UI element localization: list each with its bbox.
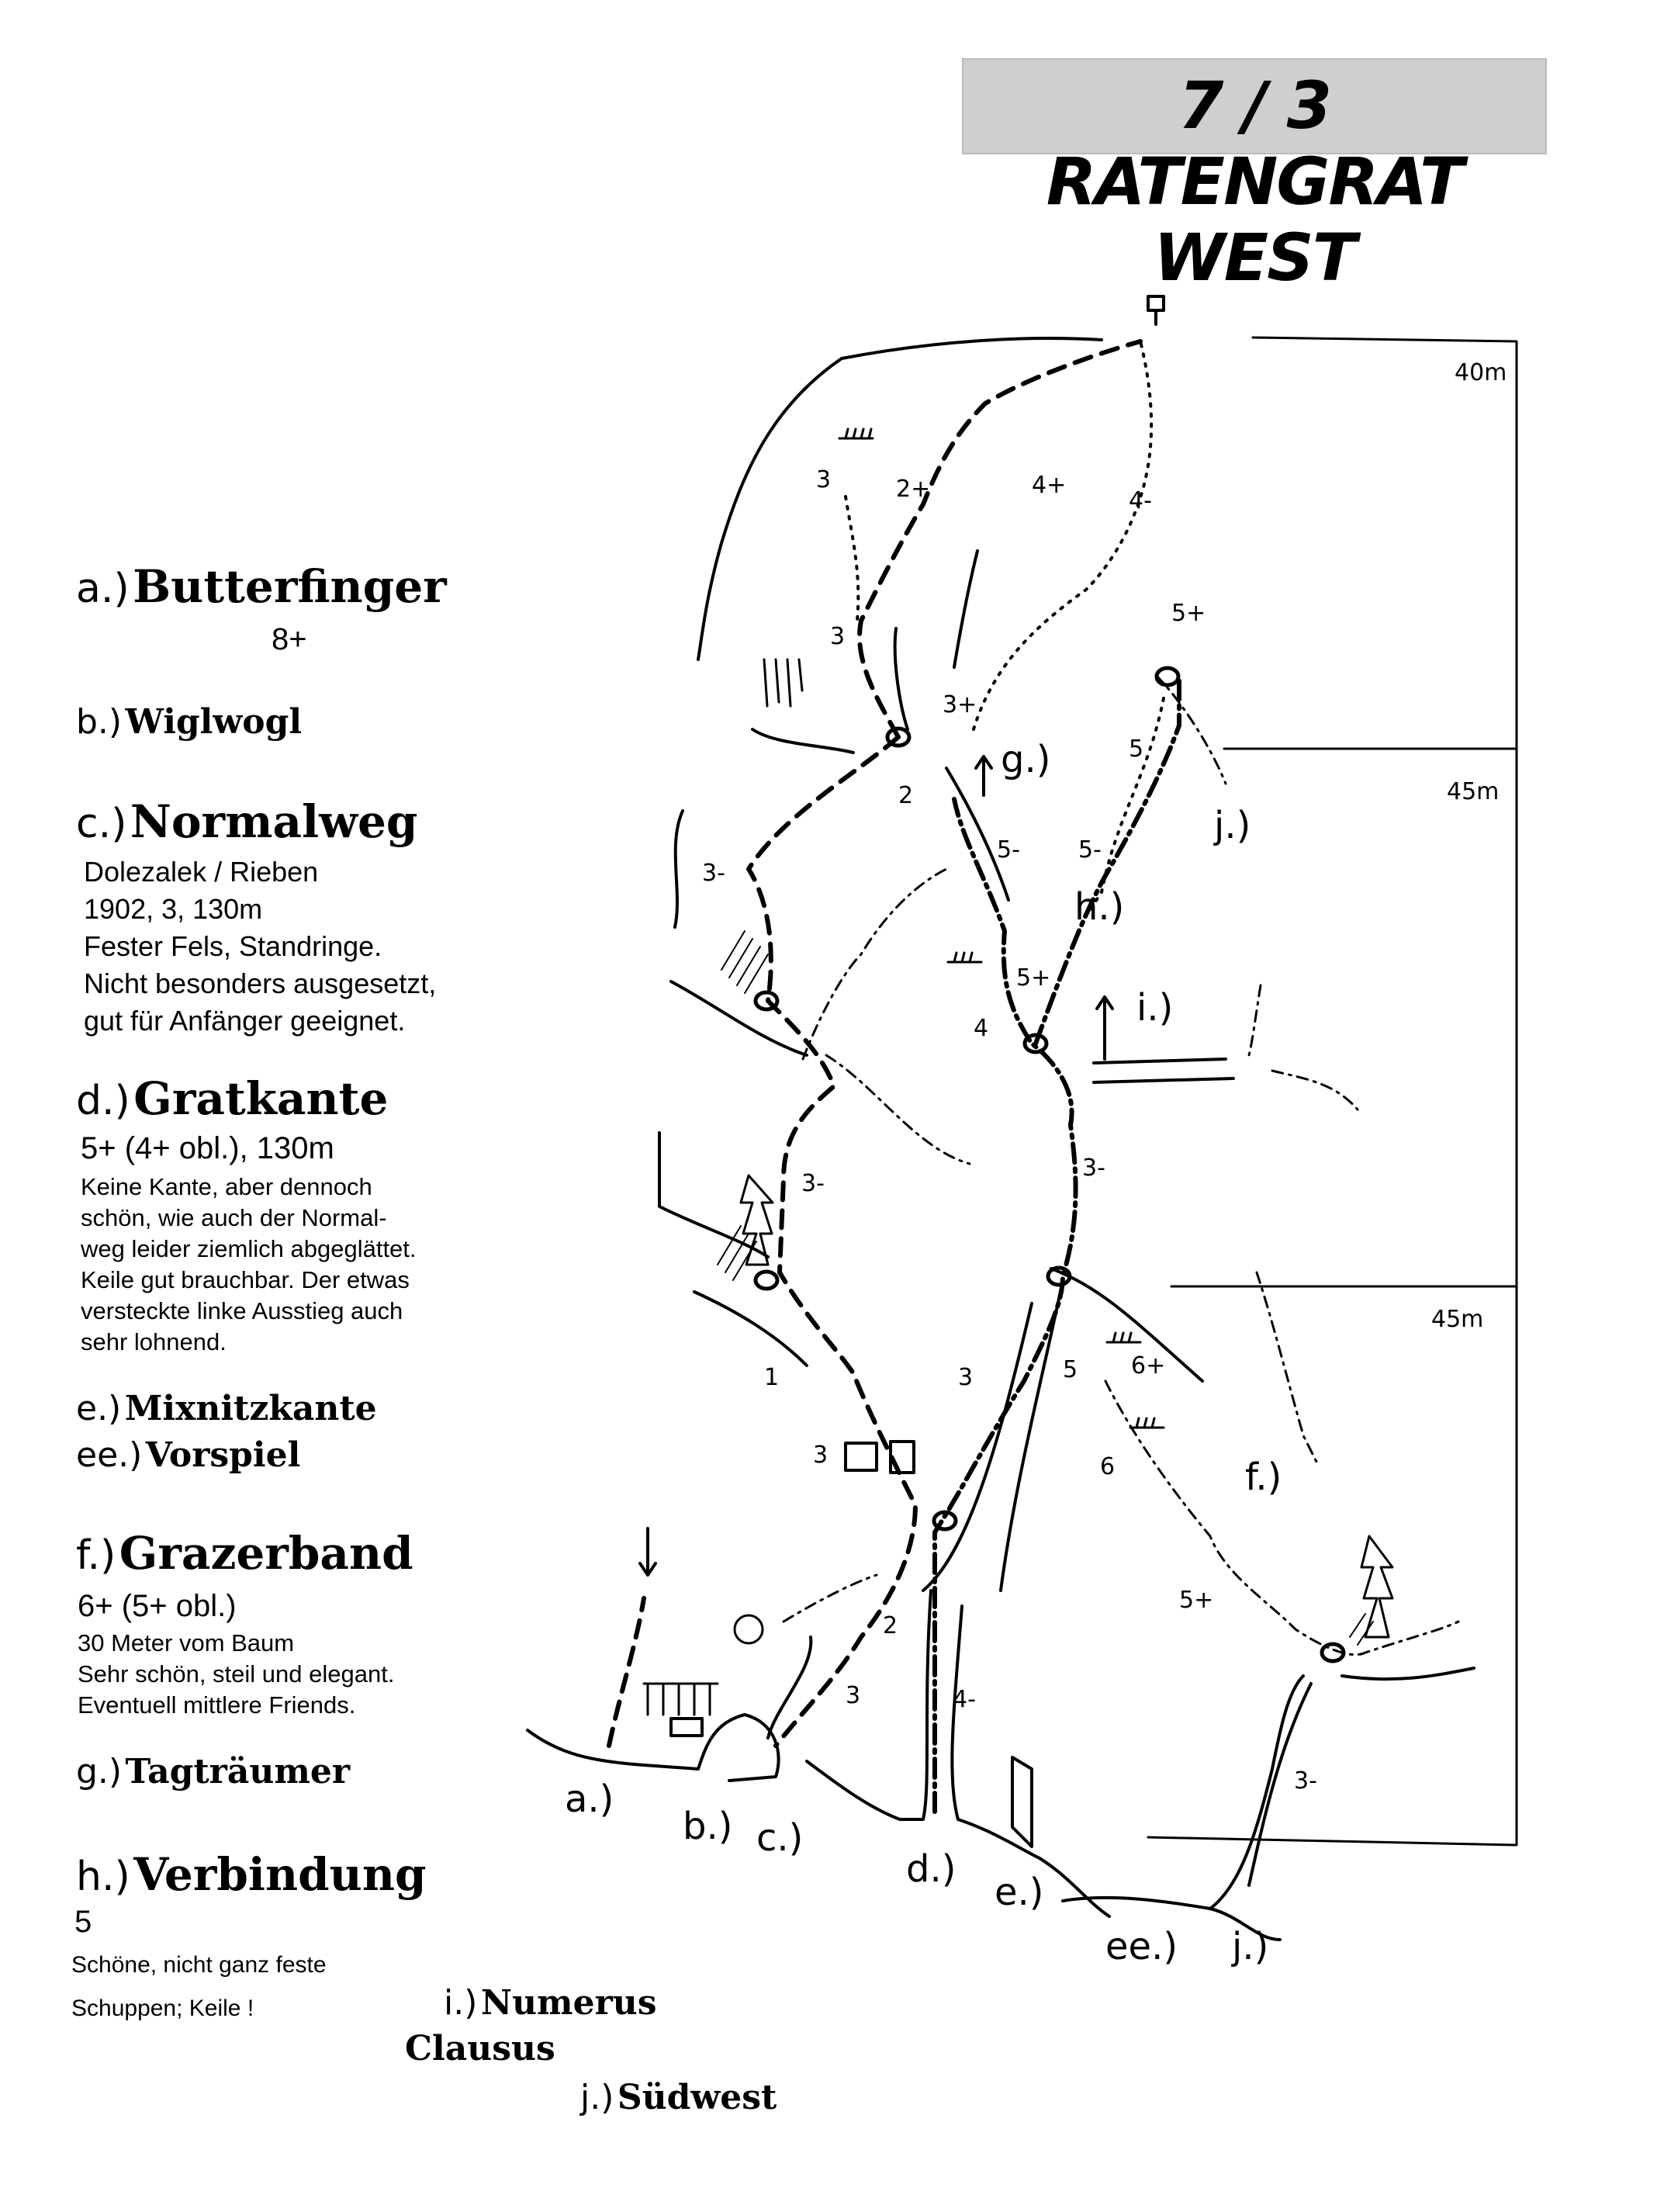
route-f-line: Eventuell mittlere Friends. xyxy=(78,1691,356,1719)
route-d-line: sehr lohnend. xyxy=(81,1328,227,1355)
route-d-line: weg leider ziemlich abgeglättet. xyxy=(81,1235,417,1262)
scale-frame xyxy=(1148,338,1517,1845)
face-edge xyxy=(659,1133,768,1257)
route-f-line: Sehr schön, steil und elegant. xyxy=(78,1660,395,1688)
route-c-upper xyxy=(860,341,1140,737)
route-e-label: e.) xyxy=(76,1389,122,1428)
grade-label: 5 xyxy=(1063,1356,1078,1383)
route-i-name2: Clausus xyxy=(405,2029,555,2068)
route-b-lower xyxy=(784,1575,877,1622)
summit-flag-icon xyxy=(1148,296,1164,324)
grade-label: 5+ xyxy=(1179,1587,1214,1614)
route-label-g: g.) xyxy=(1001,738,1051,781)
route-ee-name: Vorspiel xyxy=(145,1435,301,1475)
route-f-label: f.) xyxy=(76,1532,116,1579)
height-label: 40m xyxy=(1455,359,1507,386)
crack xyxy=(895,628,908,729)
route-b-name: Wiglwogl xyxy=(125,702,303,742)
ramp-line xyxy=(1001,1280,1063,1591)
grade-label: 4- xyxy=(1129,487,1152,514)
route-e-name: Mixnitzkante xyxy=(124,1389,377,1428)
grade-label: 6 xyxy=(1100,1453,1116,1480)
route-d-grade: 5+ (4+ obl.), 130m xyxy=(81,1131,334,1165)
route-h-grade: 5 xyxy=(74,1905,92,1939)
grade-label: 3 xyxy=(813,1442,828,1469)
page-title: 7 / 3 RATENGRAT WEST xyxy=(1046,68,1463,296)
route-f-grade: 6+ (5+ obl.) xyxy=(78,1589,237,1623)
route-a-arrow-icon xyxy=(640,1528,656,1575)
grade-label: 3- xyxy=(702,860,725,887)
ridge-line xyxy=(842,338,1102,358)
tree-icon xyxy=(735,1175,1392,1643)
route-label-h: h.) xyxy=(1074,885,1125,929)
height-label: 45m xyxy=(1431,1306,1484,1333)
ledge-line xyxy=(752,729,853,753)
face-edge xyxy=(675,811,683,927)
grade-label: 3 xyxy=(830,623,846,650)
route-i-exit xyxy=(1272,1071,1358,1109)
height-label: 45m xyxy=(1447,778,1500,805)
route-g-name: Tagträumer xyxy=(125,1752,351,1791)
ramp-line xyxy=(768,1637,811,1738)
grade-label: 5- xyxy=(997,836,1020,864)
grade-label: 6+ xyxy=(1131,1352,1166,1379)
grade-label: 3- xyxy=(801,1170,825,1197)
route-b-variant xyxy=(846,497,858,621)
pillar-outline xyxy=(952,1606,1040,1858)
grade-label: 3+ xyxy=(943,691,977,718)
route-d-line: schön, wie auch der Normal- xyxy=(81,1204,387,1231)
route-f-line: 30 Meter vom Baum xyxy=(78,1629,295,1656)
ramp-line xyxy=(923,1303,1032,1591)
left-face xyxy=(698,358,842,659)
rock-outline xyxy=(528,338,1474,1940)
route-f-upper xyxy=(1257,1272,1319,1466)
route-f-path xyxy=(1105,1381,1458,1655)
route-b-line xyxy=(846,341,1164,916)
route-h-label: h.) xyxy=(76,1854,130,1900)
route-ee-label: ee.) xyxy=(76,1435,143,1475)
ledge-line xyxy=(1342,1668,1474,1679)
route-d-line xyxy=(935,675,1179,1812)
route-c-line: Dolezalek / Rieben xyxy=(84,856,319,888)
route-d-line: Keile gut brauchbar. Der etwas xyxy=(81,1266,410,1293)
route-label-j: j.) xyxy=(1214,804,1251,847)
route-g-label: g.) xyxy=(76,1752,123,1791)
route-c-line: Fester Fels, Standringe. xyxy=(84,930,382,962)
grade-label: 2 xyxy=(898,782,914,809)
route-a-name: Butterfinger xyxy=(133,560,447,613)
ledge-line xyxy=(1094,1078,1233,1082)
route-c-name: Normalweg xyxy=(130,795,418,848)
start-label-b: b.) xyxy=(683,1805,733,1848)
grade-label: 4 xyxy=(974,1015,989,1042)
route-i-upper xyxy=(1249,985,1261,1055)
grade-label: 1 xyxy=(764,1364,780,1391)
route-d-name: Gratkante xyxy=(133,1072,389,1125)
belay-icon xyxy=(756,1272,777,1289)
route-h-line: Schöne, nicht ganz feste xyxy=(71,1952,327,1978)
belay-icon xyxy=(1157,668,1178,685)
grass-icon xyxy=(644,429,1164,1715)
route-h-name: Verbindung xyxy=(133,1848,427,1901)
route-variant xyxy=(826,1055,970,1164)
grade-label: 3- xyxy=(1082,1154,1105,1182)
crack xyxy=(946,768,1008,900)
route-a-grade: 8+ xyxy=(272,622,307,656)
route-f-name: Grazerband xyxy=(119,1527,413,1580)
route-j-label: j.) xyxy=(580,2078,614,2117)
grade-label: 5+ xyxy=(1016,964,1051,992)
grade-label: 5+ xyxy=(1171,600,1206,627)
route-g-connector xyxy=(803,869,946,1059)
belays xyxy=(756,668,1344,1661)
route-h-line: Schuppen; Keile ! xyxy=(71,1996,254,2021)
route-c-line: gut für Anfänger geeignet. xyxy=(84,1005,406,1037)
route-d-line: Keine Kante, aber dennoch xyxy=(81,1173,372,1200)
start-label-a: a.) xyxy=(565,1778,614,1821)
grade-label: 2 xyxy=(883,1612,898,1639)
route-g-arrow-icon xyxy=(976,756,991,795)
route-b-path xyxy=(974,341,1151,729)
ledge-line xyxy=(694,1292,807,1366)
grade-label: 3- xyxy=(1294,1767,1317,1795)
route-label-f: f.) xyxy=(1245,1456,1282,1499)
gully-line xyxy=(1210,1676,1303,1909)
start-label-j: j.) xyxy=(1232,1925,1269,1968)
ground-line xyxy=(1040,1858,1109,1916)
boulder xyxy=(698,1715,779,1781)
grade-label: 5 xyxy=(1129,736,1144,763)
route-d-line: versteckte linke Ausstieg auch xyxy=(81,1297,403,1324)
grade-label: 5- xyxy=(1078,836,1102,864)
route-c-label: c.) xyxy=(76,801,127,847)
height-scale xyxy=(1148,338,1517,1845)
route-c-line: 1902, 3, 130m xyxy=(84,893,263,925)
grade-label: 4+ xyxy=(1032,472,1067,499)
route-a-label: a.) xyxy=(76,566,130,612)
route-i-label: i.) xyxy=(444,1983,478,2023)
route-c-line xyxy=(609,341,1140,1746)
route-j-name: Südwest xyxy=(617,2078,777,2117)
route-label-i: i.) xyxy=(1136,986,1174,1030)
start-label-e: e.) xyxy=(995,1871,1044,1914)
grade-label: 4- xyxy=(953,1686,976,1713)
grade-label: 3 xyxy=(958,1364,974,1391)
start-label-d: d.) xyxy=(906,1847,956,1891)
grade-label: 2+ xyxy=(896,476,931,503)
route-d-label: d.) xyxy=(76,1078,130,1124)
route-d-path xyxy=(935,799,1076,1812)
route-h-dotted xyxy=(1086,698,1164,916)
start-label-c: c.) xyxy=(756,1816,804,1860)
ledge-line xyxy=(1094,1059,1226,1063)
route-j-path xyxy=(1156,675,1226,784)
route-i-name: Numerus xyxy=(480,1983,657,2023)
route-i-arrow-icon xyxy=(1097,997,1112,1059)
grade-label: 3 xyxy=(816,466,832,493)
start-label-ee: ee.) xyxy=(1105,1925,1178,1968)
route-b-label: b.) xyxy=(76,702,123,742)
block-icons xyxy=(671,1442,1032,1847)
route-c-line: Nicht besonders ausgesetzt, xyxy=(84,968,437,999)
route-a-lower xyxy=(609,1598,644,1746)
grade-label: 3 xyxy=(846,1682,861,1709)
crack xyxy=(954,551,977,667)
